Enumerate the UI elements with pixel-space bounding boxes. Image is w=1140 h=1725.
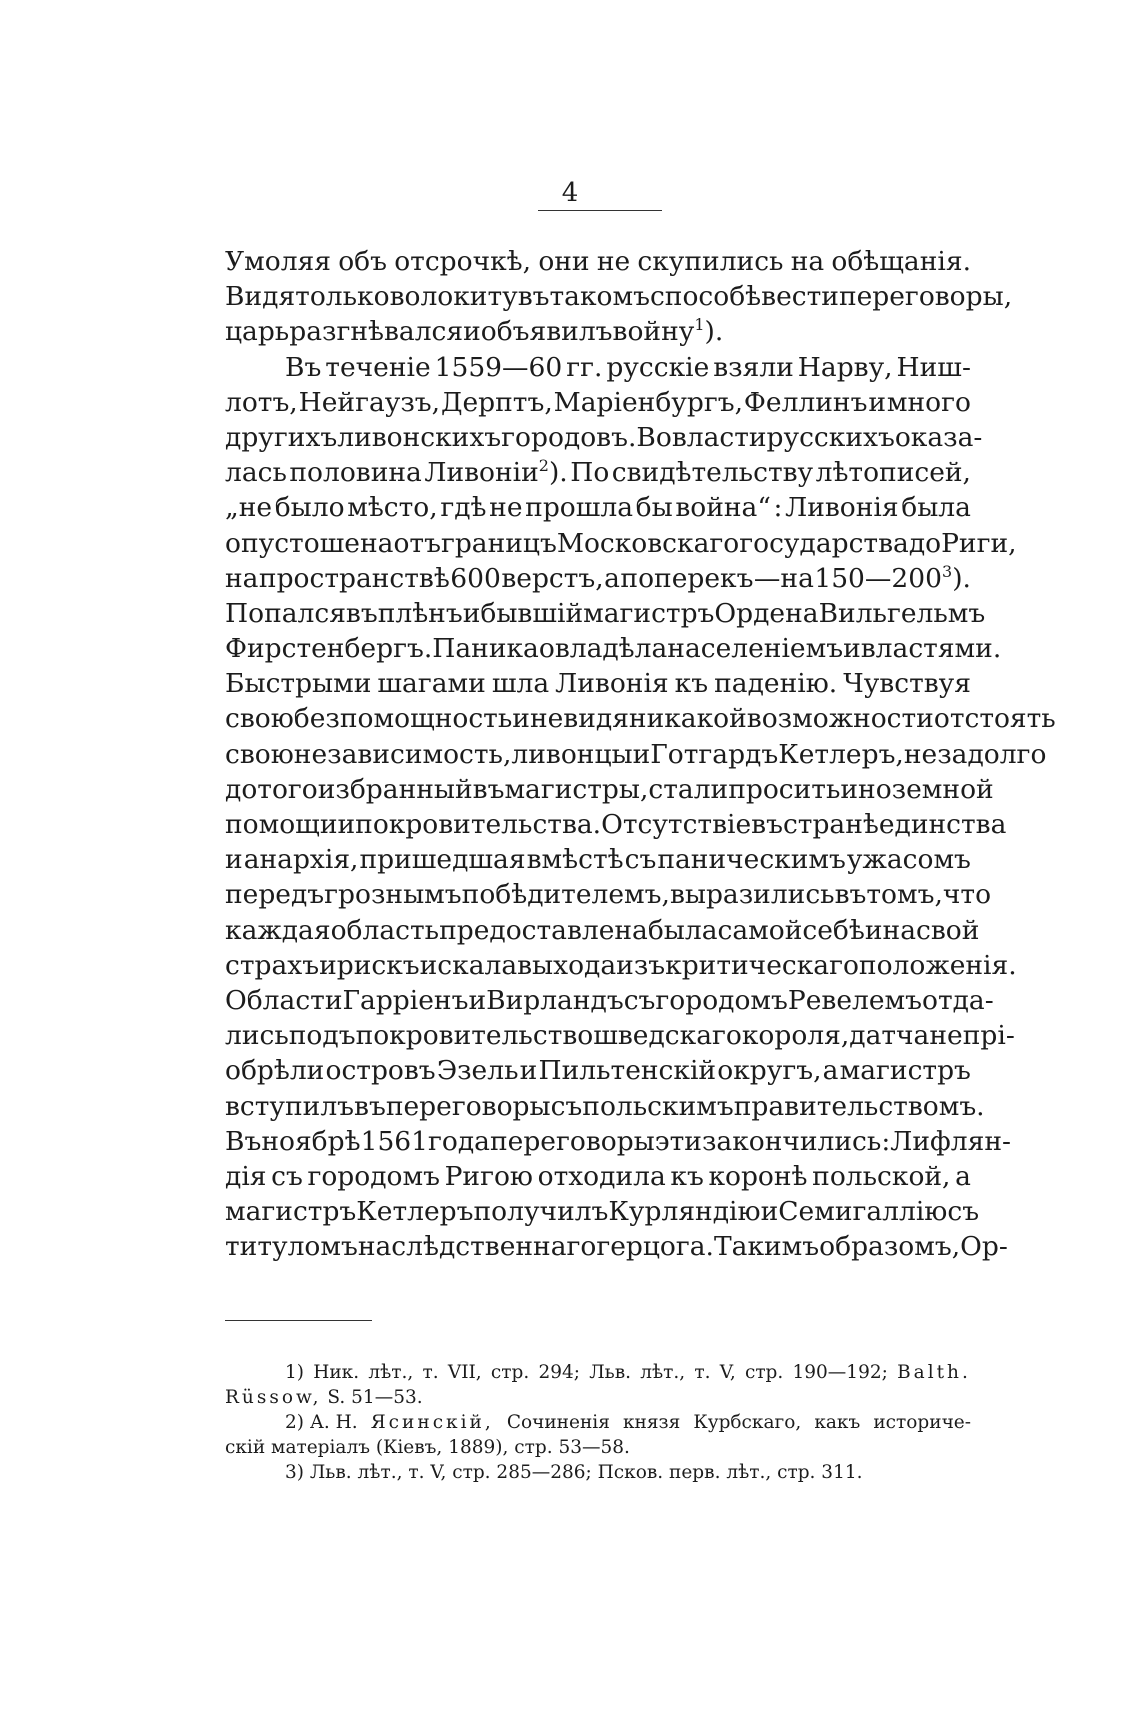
word: такомъ	[549, 281, 650, 313]
word: плѣнъ	[377, 597, 463, 629]
word: пространствѣ	[258, 562, 450, 594]
word: теченіе	[325, 351, 431, 383]
word: себѣ	[802, 914, 865, 946]
footnote-ref-close: ).	[952, 562, 971, 594]
word: подъ	[288, 1020, 356, 1052]
word: образомъ,	[819, 1231, 961, 1263]
word: что	[942, 879, 992, 911]
word: правительствомъ.	[733, 1090, 985, 1122]
word: единства	[878, 809, 1007, 840]
word: Московскаго	[556, 527, 740, 559]
word: переговоры	[385, 1090, 551, 1122]
word: переговоры	[490, 1125, 655, 1157]
word: переговоры,	[838, 281, 1013, 313]
word: Нейгаузъ,	[298, 386, 441, 418]
word: закончились	[701, 1125, 882, 1157]
footnote-word: Курбскаго,	[693, 1412, 802, 1433]
word: $150—200^3$).	[814, 561, 971, 594]
word: съ	[947, 1196, 980, 1228]
word: волокиту	[389, 281, 518, 313]
word: ливонцы	[511, 738, 633, 770]
word: Въ	[285, 351, 322, 383]
word: на	[790, 246, 825, 277]
text-line	[225, 526, 1017, 561]
footnote-word: 190—192;	[792, 1362, 888, 1383]
word: Ливоніи$^2$).	[424, 456, 568, 489]
word: бы	[635, 492, 673, 524]
word: властями.	[860, 633, 1002, 665]
word: отда-	[922, 984, 994, 1016]
word: покровительство	[355, 1020, 594, 1052]
word: Умоляя	[225, 246, 331, 277]
word: война“	[675, 492, 771, 524]
footnote-author-name: Rüssow,	[225, 1387, 322, 1408]
word: разгнѣвался	[289, 316, 464, 348]
word: По	[570, 457, 610, 489]
word: и	[512, 703, 530, 735]
word: и	[760, 1196, 779, 1228]
word: магистръ	[583, 597, 715, 629]
word: объявилъ	[480, 316, 613, 348]
word: :	[881, 1125, 891, 1157]
word: Въ	[225, 1125, 262, 1157]
text-line	[225, 807, 1007, 842]
word: гг.	[566, 351, 603, 383]
text-line	[225, 1194, 980, 1229]
word: съ	[623, 984, 656, 1016]
word: покровительства.	[355, 809, 602, 840]
word: Ордена	[714, 597, 819, 629]
word: Области	[225, 984, 343, 1016]
word: эти	[654, 1125, 702, 1157]
word: грознымъ	[324, 879, 462, 911]
word: и	[225, 844, 243, 876]
word: странѣ	[782, 809, 879, 840]
word: была	[901, 492, 971, 524]
text-line	[225, 877, 992, 912]
text-line	[225, 737, 1047, 772]
footnote-2-line-1	[225, 1410, 971, 1435]
word: 600	[450, 562, 501, 594]
word: стали	[648, 773, 729, 805]
word: и	[337, 809, 356, 840]
word: съ	[271, 1160, 303, 1192]
footnotes	[225, 1360, 971, 1485]
word: польской,	[812, 1160, 951, 1192]
word: способѣ	[649, 281, 762, 313]
word: и	[462, 597, 481, 629]
text-line	[225, 1018, 1015, 1053]
word: много	[886, 386, 971, 418]
word: дія	[225, 1160, 267, 1192]
word: въ	[751, 809, 783, 840]
word: до	[225, 773, 258, 805]
word: Ливонія	[555, 668, 669, 700]
footnote-word: 1)	[285, 1362, 304, 1383]
word: округъ,	[717, 1055, 822, 1087]
word: населеніемъ	[667, 633, 844, 665]
footnote-word: Ник.	[313, 1362, 360, 1383]
footnote-text: скій матеріалъ (Кіевъ, 1889), стр. 53—58.	[225, 1437, 630, 1458]
word: избранный	[317, 773, 473, 805]
word: Попался	[225, 597, 346, 629]
word: рискъ	[336, 949, 420, 981]
word: Паника	[432, 633, 539, 665]
word: шагами	[377, 668, 486, 700]
text-line	[225, 561, 971, 596]
word: съ	[624, 844, 657, 876]
text-line	[225, 842, 971, 877]
word: Видя	[225, 281, 296, 313]
text-line	[225, 1053, 971, 1088]
text-line	[225, 420, 983, 455]
word: до	[908, 527, 942, 559]
word: бывшій	[480, 597, 584, 629]
text-line	[225, 350, 971, 385]
word: положенія.	[858, 949, 1017, 981]
word: вмѣстѣ	[526, 844, 624, 876]
footnote-word: Сочиненія	[506, 1412, 610, 1433]
word: овладѣла	[538, 633, 668, 665]
word: мѣсто,	[347, 492, 438, 524]
word: была	[647, 914, 718, 946]
footnote-ref-close: ).	[704, 316, 724, 348]
word: оказа-	[894, 421, 983, 453]
word: а	[604, 562, 620, 594]
text-line	[225, 772, 994, 807]
word: границъ	[440, 527, 557, 559]
word: и	[632, 738, 651, 770]
text-line	[225, 1089, 985, 1124]
word: Ливонія	[785, 492, 899, 524]
word: верстъ,	[501, 562, 604, 594]
footnote-word: лѣт.,	[640, 1362, 686, 1383]
text-line	[225, 490, 971, 525]
word: было	[274, 492, 345, 524]
text-line	[225, 244, 971, 279]
word: передъ	[225, 879, 325, 911]
word: прі-	[962, 1020, 1015, 1052]
word: не	[489, 492, 523, 524]
footnote-word: стр.	[744, 1362, 784, 1383]
word: герцога.	[596, 1231, 714, 1263]
word: иноземной	[840, 773, 994, 805]
text-line	[225, 701, 1056, 736]
word: въ	[517, 281, 550, 313]
word: взяли	[713, 351, 794, 383]
word: „не	[225, 492, 273, 524]
word: самой	[717, 914, 803, 946]
word: Вильгельмъ	[818, 597, 986, 629]
footnote-word: стр.	[490, 1362, 530, 1383]
word: Фирстенбергъ.	[225, 633, 433, 665]
text-line	[225, 913, 980, 948]
word: къ	[674, 668, 709, 700]
word: датчане	[849, 1020, 963, 1052]
footnote-word: V,	[719, 1362, 736, 1383]
word: лѣтописей,	[815, 457, 971, 489]
footnote-word: 294;	[538, 1362, 580, 1383]
word: 1561	[360, 1125, 429, 1157]
word: на	[225, 562, 259, 594]
footnote-word: историче-	[873, 1412, 971, 1433]
word: Пильтенскій	[538, 1055, 717, 1087]
word: коронѣ	[708, 1160, 808, 1192]
word: обрѣли	[225, 1055, 325, 1087]
word: на	[882, 914, 917, 946]
word: критическаго	[665, 949, 859, 981]
word: получилъ	[473, 1196, 609, 1228]
word: островъ	[325, 1055, 436, 1087]
word: городовъ.	[501, 421, 637, 453]
word: отходила	[537, 1160, 666, 1192]
word: въ	[472, 773, 505, 805]
word: 1559—60	[434, 351, 563, 383]
word: польскимъ	[582, 1090, 734, 1122]
word: незадолго	[903, 738, 1047, 770]
word: отсрочкѣ,	[394, 246, 532, 277]
word: объ	[338, 246, 387, 277]
word: безпомощность	[293, 703, 513, 735]
text-line	[225, 596, 986, 631]
word: Готгардъ	[650, 738, 779, 770]
word: независимость,	[293, 738, 512, 770]
word: опустошена	[225, 527, 394, 559]
word: шла	[491, 668, 550, 700]
word: и	[864, 914, 883, 946]
word: въ	[354, 1090, 386, 1122]
footnote-text: 3) Льв. лѣт., т. V, стр. 285—286; Псков. перв. лѣт., стр. 311.	[285, 1462, 863, 1483]
page-number-rule	[538, 210, 662, 211]
word: возможности	[746, 703, 934, 735]
word: свидѣтельству	[611, 457, 814, 489]
word: поперекъ	[620, 562, 754, 594]
word: не	[529, 703, 564, 735]
word: Такимъ	[713, 1231, 820, 1263]
word: скупились	[637, 246, 784, 277]
word: выхода	[517, 949, 617, 981]
word: свою	[225, 703, 294, 735]
word: власти	[671, 421, 767, 453]
word: другихъ	[225, 421, 338, 453]
word: Лифлян-	[890, 1125, 1011, 1157]
body-text	[225, 244, 1056, 1264]
word: изъ	[616, 949, 666, 981]
text-line	[225, 1159, 971, 1194]
word: русскихъ	[766, 421, 895, 453]
word: пришедшая	[359, 844, 526, 876]
text-line	[225, 948, 1017, 983]
footnote-1-line-2	[225, 1385, 971, 1410]
word: Семигаллію	[778, 1196, 948, 1228]
word: отстоять	[933, 703, 1056, 735]
footnote-author-name: Ясинскій,	[370, 1412, 494, 1433]
word: лись	[225, 1020, 289, 1052]
word: Ниш-	[896, 351, 971, 383]
word: видя	[563, 703, 629, 735]
word: :	[773, 492, 783, 524]
word: магистръ	[225, 1196, 357, 1228]
word: Дерптъ,	[440, 386, 553, 418]
word: томъ,	[866, 879, 943, 911]
word: войну$^1$).	[612, 315, 724, 348]
word: Нарву,	[797, 351, 893, 383]
word: съ	[550, 1090, 583, 1122]
word: не	[596, 246, 631, 277]
word: никакой	[628, 703, 747, 735]
word: Феллинъ	[743, 386, 868, 418]
word: анархія,	[243, 844, 359, 876]
word: помощи	[225, 809, 338, 840]
word: —на	[753, 562, 814, 594]
word: и	[868, 386, 886, 418]
word: искала	[419, 949, 518, 981]
text-line	[225, 1229, 1008, 1264]
word: государства	[739, 527, 909, 559]
word: каждая	[225, 914, 331, 946]
word: царь	[225, 316, 290, 348]
word: половина	[289, 457, 422, 489]
footnote-ref-close: ).	[548, 457, 568, 489]
footnote-2-line-2	[225, 1435, 971, 1460]
word: побѣдителемъ,	[461, 879, 670, 911]
word: магистръ	[839, 1055, 971, 1087]
word: Гарріенъ	[342, 984, 469, 1016]
word: только	[295, 281, 390, 313]
word: просить	[728, 773, 841, 805]
word: Ор-	[960, 1231, 1008, 1263]
footnote-1-line-1	[225, 1360, 971, 1385]
footnote-ref: 3	[942, 561, 953, 581]
word: паденію.	[714, 668, 838, 700]
text-line	[225, 314, 971, 349]
word: Быстрыми	[225, 668, 372, 700]
footnote-word: Balth.	[897, 1362, 971, 1383]
word: городомъ	[307, 1160, 440, 1192]
word: паническимъ	[657, 844, 846, 876]
word: а	[822, 1055, 839, 1087]
footnote-text: S. 51—53.	[327, 1387, 423, 1408]
word: Вирландъ	[486, 984, 624, 1016]
footnote-ref: 2	[538, 456, 549, 476]
word: Кетлеръ,	[778, 738, 904, 770]
footnote-word: лѣт.,	[368, 1362, 414, 1383]
footnote-word: т.	[694, 1362, 711, 1383]
word: короля,	[741, 1020, 850, 1052]
word: титуломъ	[225, 1231, 358, 1263]
word: и	[519, 1055, 538, 1087]
word: года	[428, 1125, 490, 1157]
footnote-word: т.	[422, 1362, 439, 1383]
word: русскіе	[606, 351, 710, 383]
word: Чувствуя	[843, 668, 971, 700]
word: Кетлеръ	[356, 1196, 474, 1228]
word: Ригою	[444, 1160, 533, 1192]
word: Ревелемъ	[787, 984, 922, 1016]
page-number: 4	[561, 178, 579, 208]
word: городомъ	[655, 984, 788, 1016]
word: въ	[834, 879, 867, 911]
footnote-word: какъ	[814, 1412, 861, 1433]
footnote-separator	[225, 1320, 372, 1321]
word: и	[468, 984, 487, 1016]
word: Отсутствіе	[601, 809, 752, 840]
word: Курляндію	[608, 1196, 761, 1228]
word: къ	[670, 1160, 704, 1192]
word: наслѣдственнаго	[357, 1231, 597, 1263]
word: свой	[916, 914, 980, 946]
word: шведскаго	[593, 1020, 742, 1052]
word: и	[463, 316, 481, 348]
word: гдѣ	[440, 492, 487, 524]
word: лась	[225, 457, 287, 489]
word: а	[955, 1160, 971, 1192]
text-line	[225, 631, 1002, 666]
word: обѣщанія.	[831, 246, 971, 277]
text-line	[225, 385, 971, 420]
text-line	[225, 983, 994, 1018]
text-line	[225, 279, 1013, 314]
footnote-word: 2) А. Н.	[285, 1412, 358, 1433]
word: ливонскихъ	[337, 421, 502, 453]
word: въ	[345, 597, 378, 629]
word: область	[330, 914, 440, 946]
word: Во	[636, 421, 672, 453]
footnote-word: VII,	[447, 1362, 482, 1383]
footnote-ref: 1	[694, 315, 705, 335]
word: отъ	[393, 527, 441, 559]
text-line	[225, 1124, 1011, 1159]
word: вступилъ	[225, 1090, 355, 1122]
footnote-word: Льв.	[589, 1362, 632, 1383]
word: прошла	[525, 492, 634, 524]
footnote-3-line-1	[225, 1460, 971, 1485]
word: Эзель	[436, 1055, 519, 1087]
word: лотъ,	[225, 386, 298, 418]
word: выразились	[669, 879, 835, 911]
word: и	[843, 633, 861, 665]
word: свою	[225, 738, 294, 770]
word: Маріенбургъ,	[553, 386, 744, 418]
text-line	[225, 666, 971, 701]
word: ноябрѣ	[261, 1125, 361, 1157]
word: того	[257, 773, 318, 805]
word: Риги,	[941, 527, 1017, 559]
text-line	[225, 455, 971, 490]
word: и	[319, 949, 337, 981]
word: они	[538, 246, 590, 277]
word: страхъ	[225, 949, 320, 981]
word: магистры,	[504, 773, 649, 805]
word: ужасомъ	[846, 844, 971, 876]
word: вести	[761, 281, 839, 313]
footnote-word: князя	[622, 1412, 681, 1433]
word: предоставлена	[439, 914, 648, 946]
